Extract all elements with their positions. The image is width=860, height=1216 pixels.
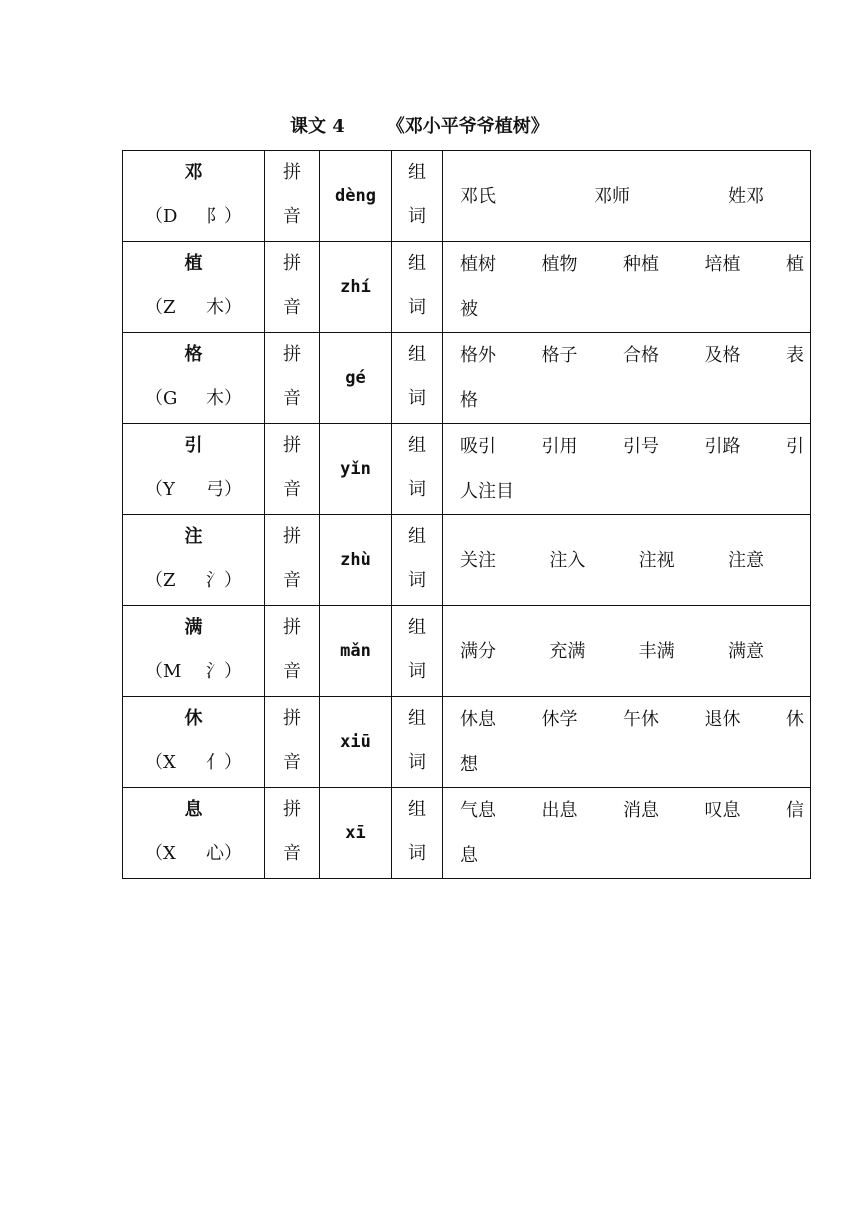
word-line: [460, 538, 804, 583]
table-row: [123, 788, 811, 879]
word: 满意: [727, 640, 764, 662]
words-label-cell: [392, 242, 443, 333]
character-cell: [123, 515, 265, 606]
word: 叹息: [704, 800, 741, 821]
words-label-top: 组: [408, 344, 426, 365]
pinyin-label-top: 拼: [283, 253, 301, 274]
word: 人注目: [460, 481, 514, 502]
pinyin-label-cell: [265, 606, 320, 697]
character: 注: [184, 526, 203, 547]
pinyin-value: xī: [320, 788, 392, 879]
radical: 木）: [206, 297, 242, 318]
word: 邓师: [594, 185, 630, 207]
pinyin-label-cell: [265, 151, 320, 242]
word: 丰满: [638, 640, 675, 662]
word: 吸引: [460, 436, 496, 457]
words-label-top: 组: [408, 617, 426, 638]
words-label-bottom: 词: [408, 661, 426, 682]
words-label-cell: [392, 151, 443, 242]
pinyin-label-cell: [265, 515, 320, 606]
words-label-bottom: 词: [408, 570, 426, 591]
word: 植: [786, 254, 804, 275]
word: 满分: [460, 640, 496, 662]
words-cell: [443, 424, 811, 515]
vocabulary-table: [122, 150, 811, 879]
word: 休息: [460, 709, 496, 730]
character-cell: [123, 606, 265, 697]
word: 退休: [704, 709, 741, 730]
initial-letter: （Y: [145, 479, 175, 500]
word: 午休: [623, 709, 659, 730]
word-line: [460, 469, 804, 514]
initial-letter: （G: [145, 388, 178, 409]
words-label-bottom: 词: [408, 479, 426, 500]
initial-letter: （X: [145, 843, 176, 864]
initial-radical: [123, 296, 264, 320]
initial-letter: （X: [145, 752, 176, 773]
word: 消息: [623, 800, 659, 821]
words-label-cell: [392, 697, 443, 788]
pinyin-label-top: 拼: [283, 162, 301, 183]
character: 引: [184, 435, 203, 456]
pinyin-label-bottom: 音: [283, 206, 301, 227]
word: 植树: [460, 254, 496, 275]
words-label-cell: [392, 788, 443, 879]
pinyin-value: mǎn: [320, 606, 392, 697]
word-line: [460, 242, 804, 287]
word: 合格: [623, 345, 659, 366]
initial-radical: [123, 478, 264, 502]
word-line: [460, 742, 804, 787]
pinyin-value: dèng: [320, 151, 392, 242]
pinyin-label-cell: [265, 242, 320, 333]
word: 种植: [623, 254, 659, 275]
radical: 弓）: [206, 479, 242, 500]
word: 充满: [549, 640, 586, 662]
words-label-top: 组: [408, 253, 426, 274]
initial-radical: [123, 569, 264, 593]
words-label-cell: [392, 333, 443, 424]
words-label-bottom: 词: [408, 297, 426, 318]
word: 表: [786, 345, 804, 366]
word: 想: [460, 754, 478, 775]
pinyin-label-top: 拼: [283, 617, 301, 638]
word-line: [460, 174, 804, 219]
word: 注视: [638, 549, 675, 571]
words-label-bottom: 词: [408, 843, 426, 864]
character: 休: [184, 708, 203, 729]
initial-radical: [123, 205, 264, 229]
words-cell: [443, 788, 811, 879]
table-row: [123, 151, 811, 242]
radical: 氵）: [206, 570, 242, 591]
words-cell: [443, 606, 811, 697]
word: 注意: [727, 549, 764, 571]
table-row: [123, 424, 811, 515]
words-cell: [443, 697, 811, 788]
pinyin-value: gé: [320, 333, 392, 424]
initial-letter: （D: [145, 206, 178, 227]
character-cell: [123, 151, 265, 242]
table-row: [123, 333, 811, 424]
words-cell: [443, 515, 811, 606]
word: 被: [460, 299, 478, 320]
pinyin-label-top: 拼: [283, 344, 301, 365]
pinyin-label-bottom: 音: [283, 661, 301, 682]
word: 息: [460, 845, 478, 866]
pinyin-label-cell: [265, 333, 320, 424]
initial-letter: （M: [145, 661, 182, 682]
table-row: [123, 697, 811, 788]
words-label-bottom: 词: [408, 206, 426, 227]
word-line: [460, 788, 804, 833]
pinyin-label-top: 拼: [283, 708, 301, 729]
word-line: [460, 333, 804, 378]
pinyin-value: zhí: [320, 242, 392, 333]
radical: 亻）: [206, 752, 242, 773]
table-row: [123, 515, 811, 606]
character: 格: [184, 344, 203, 365]
word-line: [460, 833, 804, 878]
initial-letter: （Z: [145, 570, 176, 591]
radical: 阝）: [206, 206, 242, 227]
word-line: [460, 629, 804, 674]
character-cell: [123, 788, 265, 879]
word: 休: [786, 709, 804, 730]
words-cell: [443, 333, 811, 424]
words-label-cell: [392, 515, 443, 606]
word: 关注: [460, 549, 496, 571]
word: 引路: [704, 436, 741, 457]
words-label-top: 组: [408, 708, 426, 729]
word: 信: [786, 800, 804, 821]
character: 息: [184, 799, 203, 820]
character: 邓: [184, 162, 203, 183]
word: 气息: [460, 800, 496, 821]
pinyin-label-cell: [265, 424, 320, 515]
word: 格: [460, 390, 478, 411]
pinyin-label-bottom: 音: [283, 297, 301, 318]
initial-radical: [123, 660, 264, 684]
words-label-cell: [392, 606, 443, 697]
words-cell: [443, 242, 811, 333]
pinyin-label-bottom: 音: [283, 752, 301, 773]
initial-radical: [123, 387, 264, 411]
word: 注入: [549, 549, 586, 571]
words-cell: [443, 151, 811, 242]
word: 格子: [541, 345, 578, 366]
word: 休学: [541, 709, 578, 730]
words-label-top: 组: [408, 526, 426, 547]
radical: 木）: [206, 388, 242, 409]
page-title: [290, 112, 549, 138]
character-cell: [123, 242, 265, 333]
character-cell: [123, 424, 265, 515]
lesson-number: 课文 4: [290, 116, 345, 137]
words-label-cell: [392, 424, 443, 515]
pinyin-label-cell: [265, 697, 320, 788]
words-label-top: 组: [408, 799, 426, 820]
word: 邓氏: [460, 185, 496, 207]
pinyin-label-bottom: 音: [283, 570, 301, 591]
lesson-title: 《邓小平爷爷植树》: [386, 116, 549, 137]
pinyin-value: zhù: [320, 515, 392, 606]
word-line: [460, 378, 804, 423]
character-cell: [123, 697, 265, 788]
character: 植: [184, 253, 203, 274]
words-label-bottom: 词: [408, 752, 426, 773]
radical: 心）: [206, 843, 242, 864]
pinyin-value: xiū: [320, 697, 392, 788]
character: 满: [184, 617, 203, 638]
pinyin-label-top: 拼: [283, 435, 301, 456]
pinyin-label-cell: [265, 788, 320, 879]
pinyin-label-bottom: 音: [283, 479, 301, 500]
word: 姓邓: [728, 185, 764, 207]
pinyin-label-bottom: 音: [283, 388, 301, 409]
word: 出息: [541, 800, 578, 821]
word: 植物: [541, 254, 578, 275]
initial-radical: [123, 751, 264, 775]
word: 培植: [704, 254, 741, 275]
words-label-bottom: 词: [408, 388, 426, 409]
initial-letter: （Z: [145, 297, 176, 318]
pinyin-label-top: 拼: [283, 799, 301, 820]
word: 及格: [704, 345, 741, 366]
word-line: [460, 424, 804, 469]
word: 引用: [541, 436, 578, 457]
words-label-top: 组: [408, 162, 426, 183]
word: 引: [786, 436, 804, 457]
table-row: [123, 242, 811, 333]
pinyin-label-top: 拼: [283, 526, 301, 547]
word: 引号: [623, 436, 659, 457]
word: 格外: [460, 345, 496, 366]
initial-radical: [123, 842, 264, 866]
table-row: [123, 606, 811, 697]
radical: 氵）: [206, 661, 242, 682]
word-line: [460, 697, 804, 742]
words-label-top: 组: [408, 435, 426, 456]
pinyin-value: yǐn: [320, 424, 392, 515]
pinyin-label-bottom: 音: [283, 843, 301, 864]
character-cell: [123, 333, 265, 424]
word-line: [460, 287, 804, 332]
